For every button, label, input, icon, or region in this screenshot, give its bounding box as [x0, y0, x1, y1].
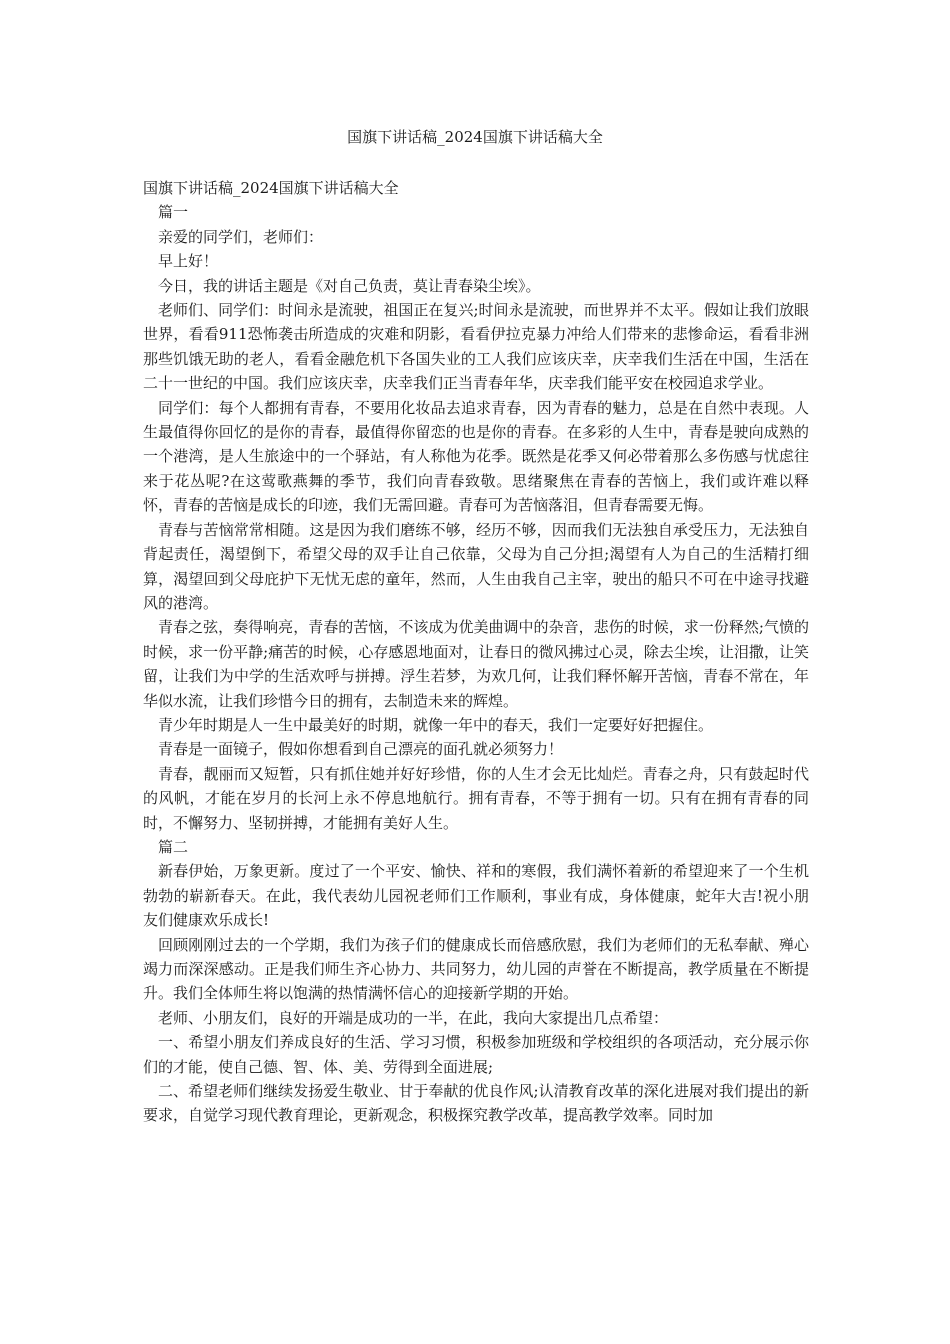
- paragraph: 青春与苦恼常常相随。这是因为我们磨练不够，经历不够，因而我们无法独自承受压力，无法独自背起责任，渴望倒下，希望父母的双手让自己依靠，父母为自己分担;渴望有人为自己的生活精打细算，渴望回到父母庇护下无忧无虑的童年，然而，人生由我自己主宰，驶出的船只不可在中途寻找避风的港湾。: [143, 520, 809, 612]
- paragraph: 二、希望老师们继续发扬爱生敬业、甘于奉献的优良作风;认清教育改革的深化进展对我们提出的新要求，自觉学习现代教育理论，更新观念，积极探究教学改革，提高教学效率。同时加: [143, 1082, 809, 1125]
- paragraph: 青春之弦，奏得响亮，青春的苦恼，不该成为优美曲调中的杂音，悲伤的时候，求一份释然;气愤的时候，求一份平静;痛苦的时候，心存感恩地面对，让春日的微风拂过心灵，除去尘埃，让泪撒，让笑留，让我们为中学的生活欢呼与拼搏。浮生若梦，为欢几何，让我们释怀解开苦恼，青春不常在，年华似水流，让我们珍惜今日的拥有，去制造未来的辉煌。: [143, 618, 809, 710]
- paragraph: 同学们：每个人都拥有青春，不要用化妆品去追求青春，因为青春的魅力，总是在自然中表现。人生最值得你回忆的是你的青春，最值得你留恋的也是你的青春。在多彩的人生中，青春是驶向成熟的一个港湾，是人生旅途中的一个驿站，有人称他为花季。既然是花季又何必带着那么多伤感与忧虑往来于花丛呢?在这莺歌燕舞的季节，我们向青春致敬。思绪聚焦在青春的苦恼上，我们或许难以释怀，青春的苦恼是成长的印迹，我们无需回避。青春可为苦恼落泪，但青春需要无悔。: [143, 398, 809, 515]
- paragraph: 回顾刚刚过去的一个学期，我们为孩子们的健康成长而倍感欣慰，我们为老师们的无私奉献、殚心竭力而深深感动。正是我们师生齐心协力、共同努力，幼儿园的声誉在不断提高，教学质量在不断提升。我们全体师生将以饱满的热情满怀信心的迎接新学期的开始。: [143, 935, 809, 1003]
- paragraph: 青春是一面镜子，假如你想看到自己漂亮的面孔就必须努力！: [158, 740, 564, 759]
- paragraph: 老师、小朋友们，良好的开端是成功的一半，在此，我向大家提出几点希望：: [158, 1008, 669, 1027]
- paragraph: 新春伊始，万象更新。度过了一个平安、愉快、祥和的寒假，我们满怀着新的希望迎来了一个生机勃勃的崭新春天。在此，我代表幼儿园祝老师们工作顺利，事业有成，身体健康，蛇年大吉!祝小朋友们健康欢乐成长!: [143, 862, 809, 930]
- document-subtitle: 国旗下讲话稿_2024国旗下讲话稿大全: [143, 179, 399, 197]
- paragraph: 老师们、同学们：时间永是流驶，祖国正在复兴;时间永是流驶，而世界并不太平。假如让我们放眼世界，看看911恐怖袭击所造成的灾难和阴影，看看伊拉克暴力冲给人们带来的悲惨命运，看看非洲那些饥饿无助的老人，看看金融危机下各国失业的工人我们应该庆幸，庆幸我们生活在中国，生活在二十一世纪的中国。我们应该庆幸，庆幸我们正当青春年华，庆幸我们能平安在校园追求学业。: [143, 301, 809, 393]
- paragraph: 一、希望小朋友们养成良好的生活、学习习惯，积极参加班级和学校组织的各项活动，充分展示你们的才能，使自己德、智、体、美、劳得到全面进展;: [143, 1033, 809, 1076]
- section-heading: 篇二: [158, 837, 189, 856]
- paragraph: 亲爱的同学们，老师们：: [158, 227, 324, 246]
- paragraph: 青春，靓丽而又短暂，只有抓住她并好好珍惜，你的人生才会无比灿烂。青春之舟，只有鼓起时代的风帆，才能在岁月的长河上永不停息地航行。拥有青春，不等于拥有一切。只有在拥有青春的同时，不懈努力、坚韧拼搏，才能拥有美好人生。: [143, 764, 809, 832]
- paragraph: 青少年时期是人一生中最美好的时期，就像一年中的春天，我们一定要好好把握住。: [158, 715, 714, 734]
- document-body: [143, 176, 809, 1128]
- document-title: 国旗下讲话稿_2024国旗下讲话稿大全: [347, 128, 603, 146]
- paragraph: 今日，我的讲话主题是《对自己负责，莫让青春染尘埃》。: [158, 276, 541, 295]
- section-heading: 篇一: [158, 203, 189, 222]
- paragraph: 早上好！: [158, 252, 219, 271]
